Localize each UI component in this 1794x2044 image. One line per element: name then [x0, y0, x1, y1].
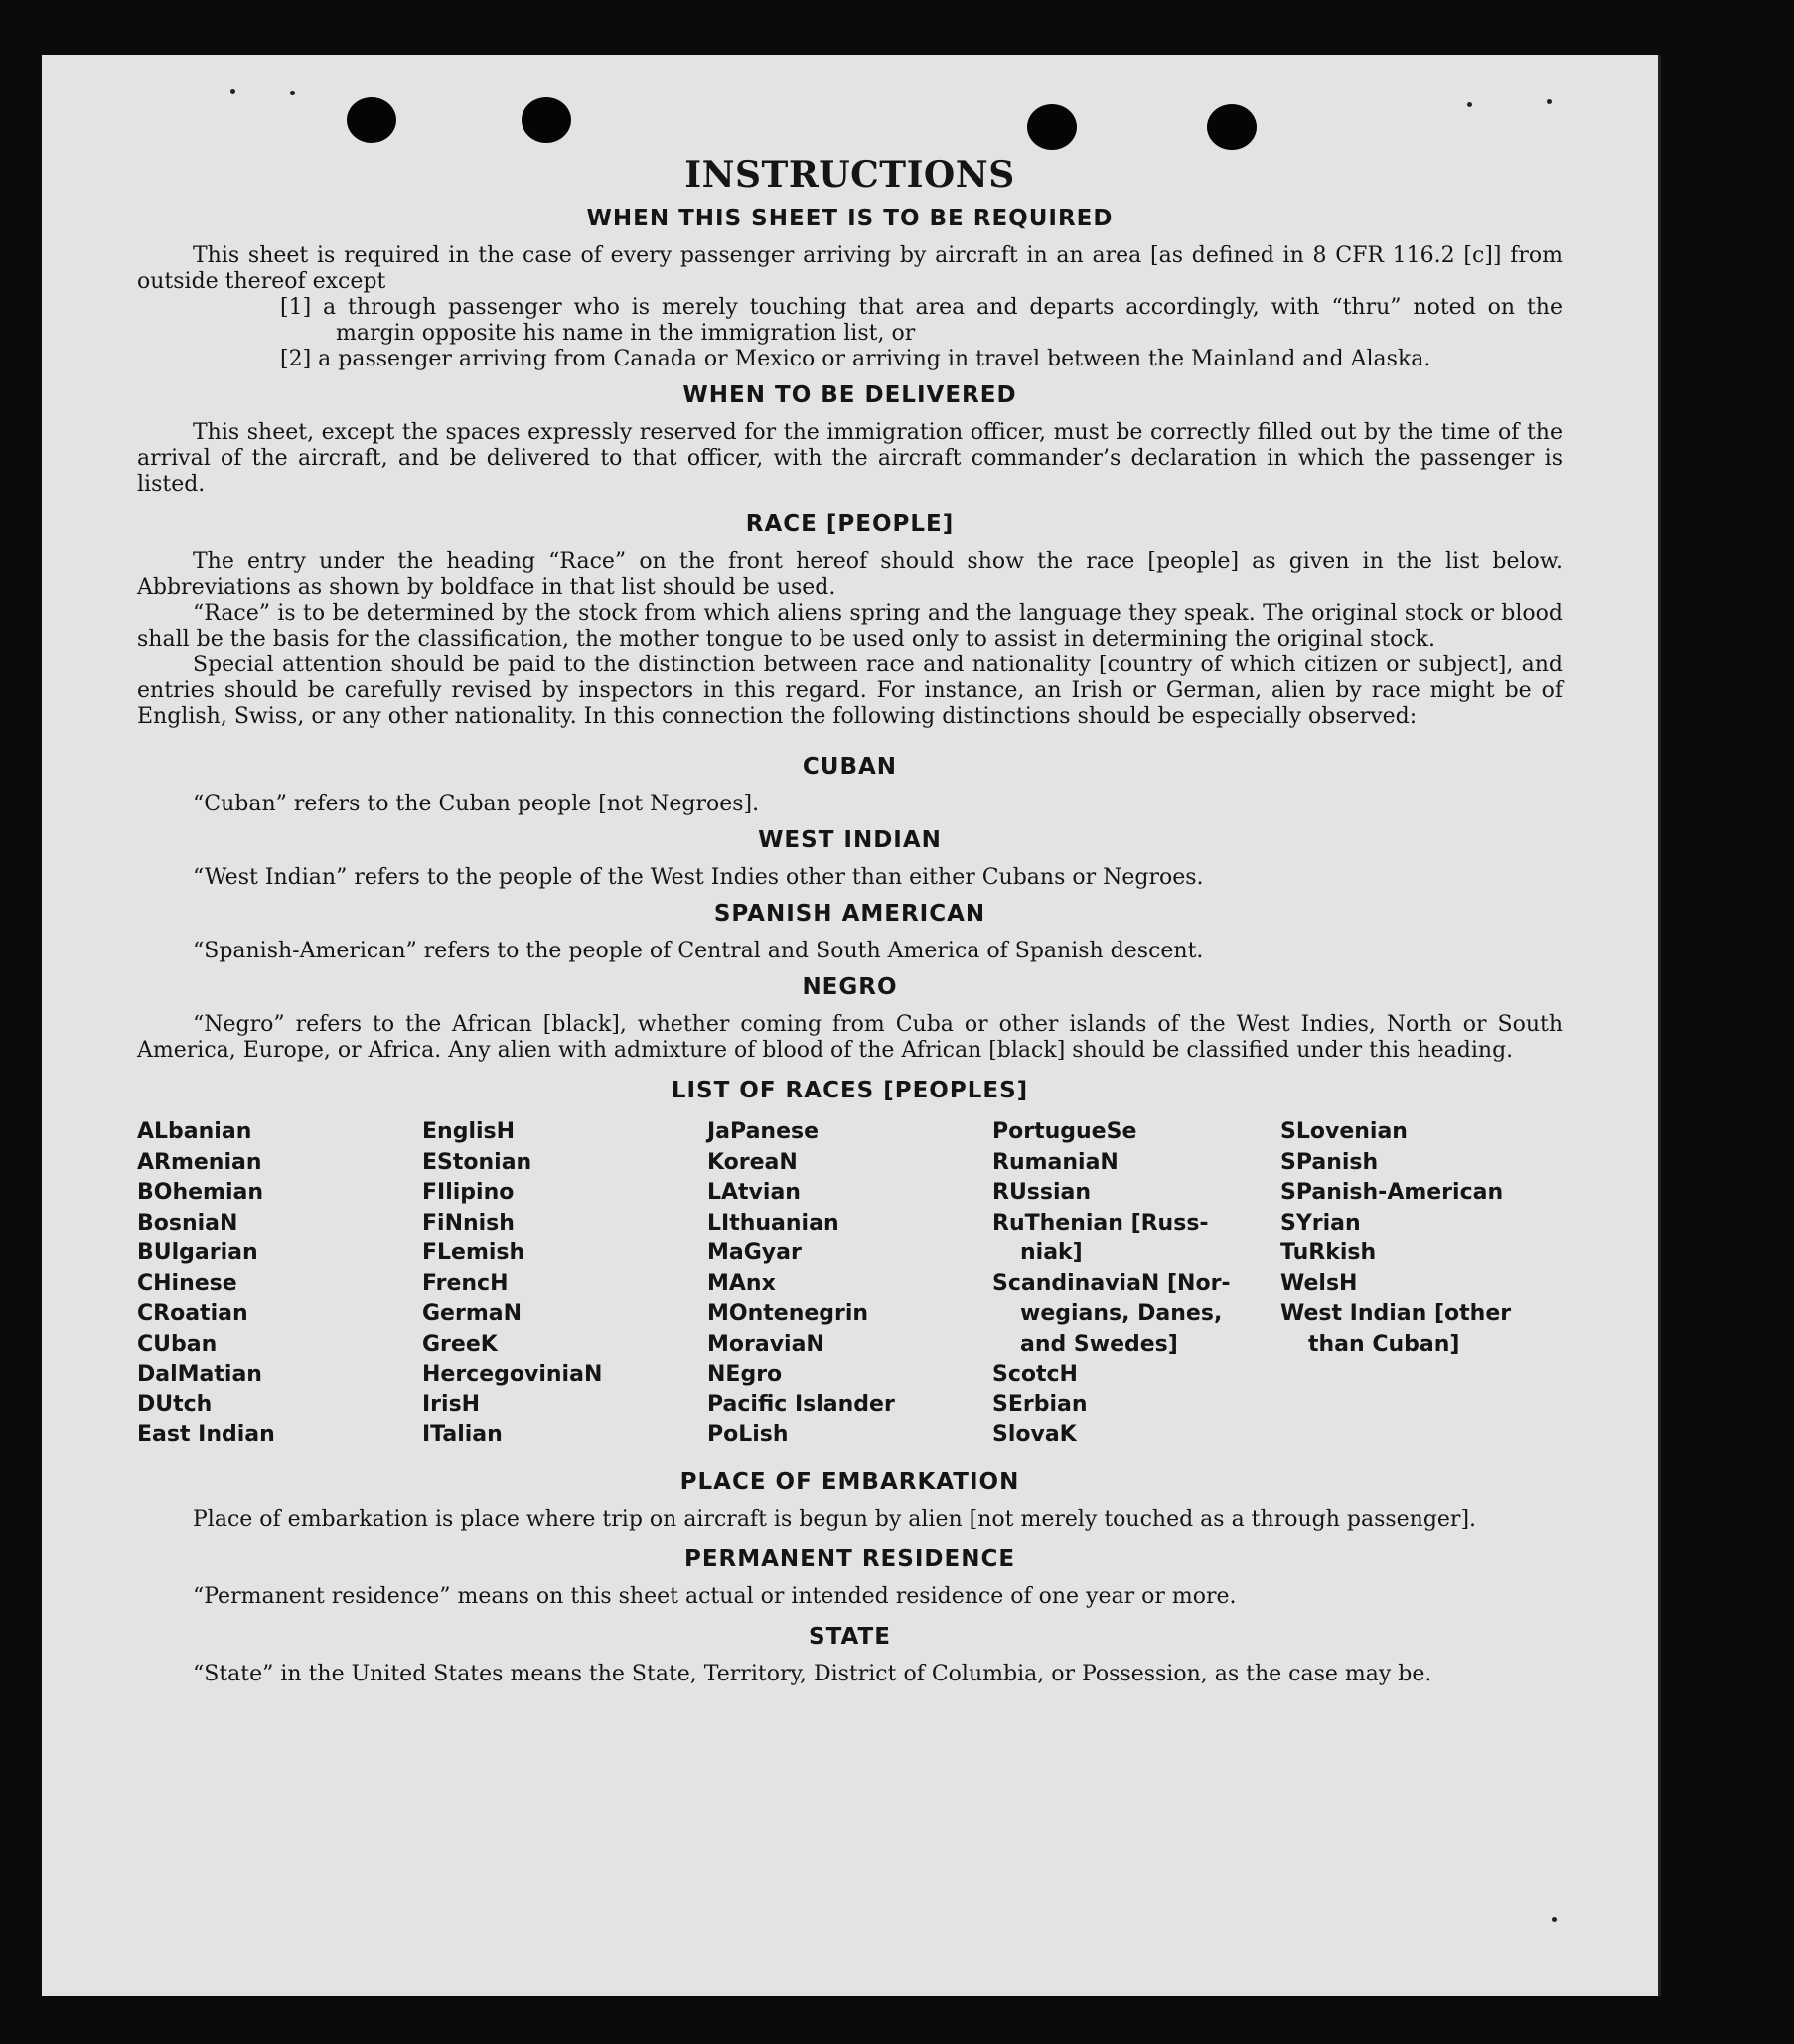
- race-item: LIthuanian: [707, 1210, 839, 1236]
- race-item: MaGyar: [707, 1241, 802, 1265]
- race-item-continued: than Cuban]: [1308, 1331, 1460, 1357]
- race-item: BUlgarian: [137, 1241, 258, 1265]
- race-item: Pacific Islander: [707, 1391, 895, 1417]
- residence-text: “Permanent residence” means on this sheet actual or intended residence of one year or more.: [193, 1583, 1237, 1609]
- race-item: IrisH: [422, 1391, 481, 1417]
- punch-hole: [522, 97, 571, 143]
- section-heading-embarkation: PLACE OF EMBARKATION: [679, 1468, 1020, 1495]
- race-item: SPanish: [1280, 1149, 1379, 1175]
- race-item: FrencH: [422, 1270, 509, 1296]
- race-column: [422, 1117, 707, 1451]
- negro-text: “Negro” refers to the African [black], whether coming from Cuba or other islands of the West Indies, North or South America, Europe, or Africa. Any alien with admixture of blood of the African [black] should be classified under this heading.: [137, 1012, 1563, 1063]
- race-item: CUban: [137, 1331, 218, 1357]
- spanish-american-text: “Spanish-American” refers to the people of Central and South America of Spanish descent.: [193, 939, 1204, 963]
- race-item: LAtvian: [707, 1180, 801, 1205]
- section-heading-state: STATE: [809, 1623, 891, 1650]
- delivered-text: This sheet, except the spaces expressly reserved for the immigration officer, must be correctly filled out by the time of the arrival of the aircraft, and be delivered to that officer, with the aircraft commander’s declaration in which the passenger is listed.: [137, 420, 1563, 497]
- ink-speck: [1547, 99, 1552, 104]
- race-item: GermaN: [422, 1301, 523, 1326]
- race-item: GreeK: [422, 1331, 498, 1357]
- race-item: HercegovinіaN: [422, 1362, 603, 1387]
- race-column: [992, 1117, 1280, 1451]
- race-item: East Indian: [137, 1422, 275, 1447]
- section-heading-required: WHEN THIS SHEET IS TO BE REQUIRED: [586, 206, 1114, 231]
- race-item: FIlipino: [422, 1180, 515, 1205]
- race-item: KoreaN: [707, 1149, 798, 1175]
- ink-speck: [290, 91, 295, 95]
- section-heading-west-indian: WEST INDIAN: [758, 827, 942, 853]
- race-item: NEgro: [707, 1362, 783, 1387]
- race-item: SErbian: [992, 1391, 1088, 1417]
- race-item: ScandinaviaN [Nor-: [992, 1270, 1231, 1296]
- race-item: DalMatian: [137, 1362, 262, 1387]
- section-heading-cuban: CUBAN: [802, 754, 898, 780]
- required-item: [2] a passenger arriving from Canada or Mexico or arriving in travel between the Mainland and Alaska.: [280, 347, 1431, 371]
- race-item: MAnx: [707, 1270, 776, 1296]
- race-item: SYrian: [1280, 1210, 1361, 1236]
- race-item: EnglisH: [422, 1119, 516, 1144]
- race-paragraph: The entry under the heading “Race” on the front hereof should show the race [people] as given in the list below. Abbreviations as shown by boldface in that list should be used.: [137, 549, 1563, 600]
- race-item: RumaniaN: [992, 1149, 1119, 1175]
- race-item: BosniaN: [137, 1210, 238, 1236]
- race-item: PoLish: [707, 1422, 789, 1447]
- document-sheet: [42, 55, 1661, 1996]
- race-item: SlovaK: [992, 1422, 1077, 1447]
- required-intro: This sheet is required in the case of every passenger arriving by aircraft in an area [as defined in 8 CFR 116.2 [c]] from outside thereof except: [137, 243, 1563, 294]
- section-heading-residence: PERMANENT RESIDENCE: [683, 1545, 1016, 1572]
- ink-speck: [1467, 102, 1472, 107]
- race-paragraph: Special attention should be paid to the distinction between race and nationality [country of which citizen or subject], and entries should be carefully revised by inspectors in this regard. For instance, an Irish or German, alien by race might be of English, Swiss, or any other nationality. In this connection the following distinctions should be especially observed:: [137, 653, 1563, 729]
- race-item: SPanish-American: [1280, 1180, 1504, 1205]
- race-item: DUtch: [137, 1391, 213, 1417]
- section-heading-race: RACE [PEOPLE]: [745, 511, 955, 537]
- required-item: [1] a through passenger who is merely touching that area and departs accordingly, with “thru” noted on the margin opposite his name in the immigration list, or: [280, 295, 1563, 346]
- race-item: RUssian: [992, 1180, 1092, 1205]
- race-item: West Indian [other: [1280, 1301, 1512, 1326]
- race-item: FLemish: [422, 1241, 525, 1265]
- ink-speck: [230, 89, 235, 94]
- section-heading-spanish-american: SPANISH AMERICAN: [713, 901, 986, 927]
- race-item: RuThenian [Russ-: [992, 1210, 1209, 1236]
- race-item: ScotcH: [992, 1362, 1078, 1387]
- race-item: TuRkish: [1280, 1241, 1377, 1265]
- punch-hole: [1027, 104, 1077, 150]
- race-item: SLovenian: [1280, 1119, 1408, 1144]
- race-item: CRoatian: [137, 1301, 248, 1326]
- page-title: INSTRUCTIONS: [684, 154, 1015, 196]
- race-item: FiNnish: [422, 1210, 515, 1236]
- cuban-text: “Cuban” refers to the Cuban people [not Negroes].: [193, 792, 760, 816]
- race-item: BOhemian: [137, 1180, 264, 1205]
- race-item-continued: and Swedes]: [1020, 1331, 1178, 1357]
- section-heading-delivered: WHEN TO BE DELIVERED: [682, 382, 1017, 408]
- race-item: WelsH: [1280, 1270, 1358, 1296]
- section-heading-list-of-races: LIST OF RACES [PEOPLES]: [671, 1078, 1029, 1103]
- race-paragraph: “Race” is to be determined by the stock from which aliens spring and the language they speak. The original stock or blood shall be the basis for the classification, the mother tongue to be used only to assist in determining the original stock.: [137, 601, 1563, 652]
- race-item: CHinese: [137, 1270, 237, 1296]
- race-list: [137, 1117, 1563, 1451]
- race-item: EStonian: [422, 1149, 532, 1175]
- race-item: ITalian: [422, 1422, 503, 1447]
- race-item: MOntenegrin: [707, 1301, 869, 1326]
- west-indian-text: “West Indian” refers to the people of the West Indies other than either Cubans or Negroes.: [193, 865, 1204, 890]
- race-item-continued: niak]: [1020, 1241, 1083, 1265]
- ink-speck: [1552, 1917, 1557, 1922]
- race-item: JaPanese: [707, 1119, 820, 1144]
- punch-hole: [1207, 104, 1257, 150]
- race-item: MoraviaN: [707, 1331, 824, 1357]
- embarkation-text: Place of embarkation is place where trip on aircraft is begun by alien [not merely touched as a through passenger].: [193, 1506, 1477, 1532]
- race-item: ALbanian: [137, 1119, 252, 1144]
- punch-hole: [347, 97, 396, 143]
- race-column: [1280, 1117, 1563, 1451]
- race-item-continued: wegians, Danes,: [1020, 1301, 1223, 1326]
- spacer: [137, 730, 1563, 744]
- state-text: “State” in the United States means the State, Territory, District of Columbia, or Possession, as the case may be.: [193, 1661, 1432, 1686]
- race-item: PortugueSe: [992, 1119, 1137, 1144]
- race-column: [707, 1117, 992, 1451]
- race-item: ARmenian: [137, 1149, 262, 1175]
- race-column: [137, 1117, 422, 1451]
- instructions-content: [137, 154, 1563, 1687]
- section-heading-negro: NEGRO: [802, 974, 898, 1000]
